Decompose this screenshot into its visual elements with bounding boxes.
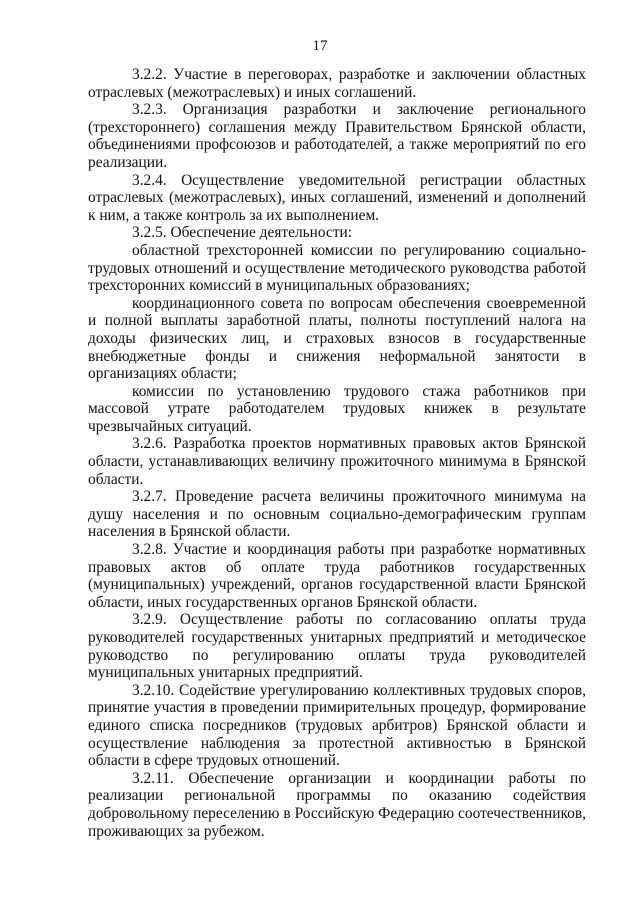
paragraph-3-2-11: 3.2.11. Обеспечение организации и координации работы по реализации региональной программы по оказанию содействия добровольному переселению в Российскую Федерацию соотечественников, проживающих за рубежом. xyxy=(88,769,586,840)
page-number: 17 xyxy=(312,38,328,54)
paragraph-3-2-6: 3.2.6. Разработка проектов нормативных правовых актов Брянской области, устанавливающих величину прожиточного минимума в Брянской области. xyxy=(88,435,586,488)
paragraph-3-2-2: 3.2.2. Участие в переговорах, разработке и заключении областных отраслевых (межотраслевых) и иных соглашений. xyxy=(88,66,586,101)
paragraph-3-2-7: 3.2.7. Проведение расчета величины прожиточного минимума на душу населения и по основным социально-демографическим группам населения в Брянской области. xyxy=(88,488,586,541)
paragraph-3-2-10: 3.2.10. Содействие урегулированию коллективных трудовых споров, принятие участия в проведении примирительных процедур, формирование единого списка посредников (трудовых арбитров) Брянской области и осуществление наблюдения за протестной активностью в Брянской области в сфере трудовых отношений. xyxy=(88,681,586,770)
paragraph-commission-item: областной трехсторонней комиссии по регулированию социально-трудовых отношений и осуществление методического руководства работой трехсторонних комиссий в муниципальных образованиях; xyxy=(88,241,586,295)
paragraph-3-2-8: 3.2.8. Участие и координация работы при разработке нормативных правовых актов об оплате труда работников государственных (муниципальных) учреждений, органов государственной власти Брянской области, иных государственных органов Брянской области. xyxy=(88,541,586,611)
paragraph-labor-record-item: комиссии по установлению трудового стажа работников при массовой утрате работодателем трудовых книжек в результате чрезвычайных ситуаций. xyxy=(88,382,586,435)
document-body xyxy=(88,66,586,840)
paragraph-council-item: координационного совета по вопросам обеспечения своевременной и полной выплаты заработной платы, полноты поступлений налога на доходы физических лиц, и страховых взносов в государственные внебюджетные фонды и снижения неформальной занятости в организациях области; xyxy=(88,294,586,383)
paragraph-3-2-3: 3.2.3. Организация разработки и заключение регионального (трехстороннего) соглашения между Правительством Брянской области, объединениями профсоюзов и работодателей, а также мероприятий по его реализации. xyxy=(88,101,586,171)
paragraph-3-2-9: 3.2.9. Осуществление работы по согласованию оплаты труда руководителей государственных унитарных предприятий и методическое руководство по регулированию оплаты труда руководителей муниципальных унитарных предприятий. xyxy=(88,611,586,682)
paragraph-3-2-5: 3.2.5. Обеспечение деятельности: xyxy=(132,224,353,242)
paragraph-3-2-4: 3.2.4. Осуществление уведомительной регистрации областных отраслевых (межотраслевых), иных соглашений, изменений и дополнений к ним, а также контроль за их выполнением. xyxy=(88,171,586,224)
